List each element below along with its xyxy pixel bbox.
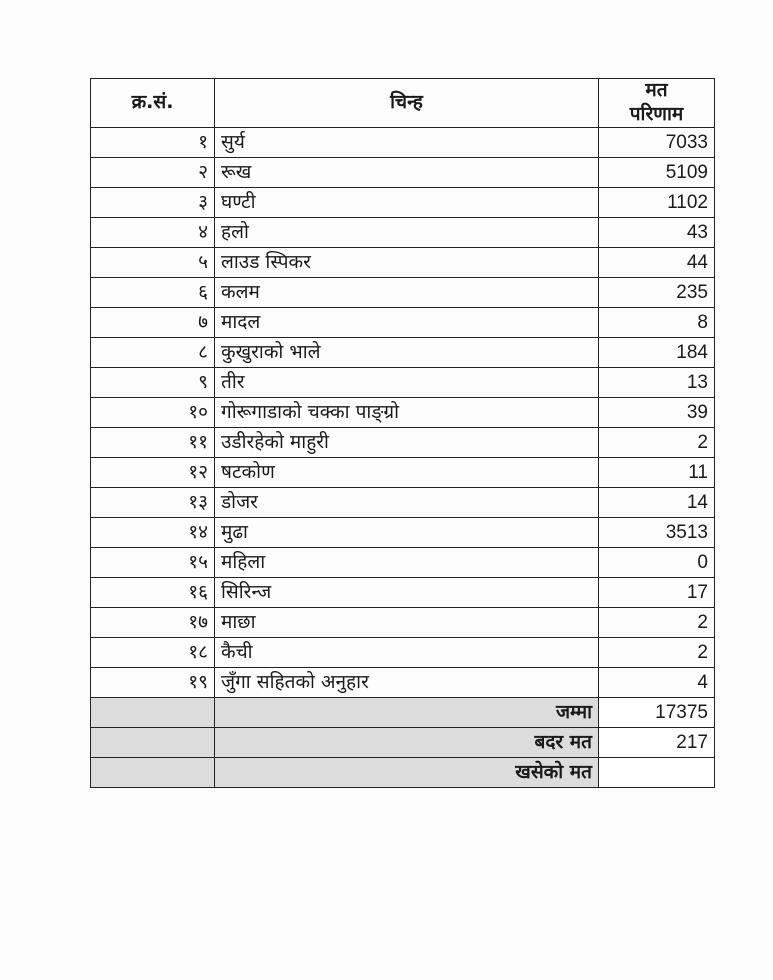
table-row <box>91 517 715 547</box>
serial-cell: २ <box>91 157 215 187</box>
votes-cell: 13 <box>599 367 715 397</box>
summary-row <box>91 697 715 727</box>
votes-cell: 43 <box>599 217 715 247</box>
symbol-cell: घण्टी <box>215 187 599 217</box>
table-row <box>91 277 715 307</box>
serial-cell: १८ <box>91 637 215 667</box>
symbol-cell: तीर <box>215 367 599 397</box>
serial-cell: १९ <box>91 667 215 697</box>
serial-cell: १५ <box>91 547 215 577</box>
votes-cell: 2 <box>599 427 715 457</box>
table-row <box>91 487 715 517</box>
summary-votes: 217 <box>599 727 715 757</box>
symbol-cell: माछा <box>215 607 599 637</box>
serial-cell: १३ <box>91 487 215 517</box>
header-symbol: चिन्ह <box>215 79 599 128</box>
votes-cell: 14 <box>599 487 715 517</box>
symbol-cell: कलम <box>215 277 599 307</box>
table-body <box>91 127 715 787</box>
symbol-cell: मुढा <box>215 517 599 547</box>
symbol-cell: रूख <box>215 157 599 187</box>
symbol-cell: सुर्य <box>215 127 599 157</box>
serial-cell: ३ <box>91 187 215 217</box>
summary-votes <box>599 757 715 787</box>
symbol-cell: उडीरहेको माहुरी <box>215 427 599 457</box>
summary-row <box>91 757 715 787</box>
table-row <box>91 457 715 487</box>
summary-blank-cell <box>91 727 215 757</box>
symbol-cell: हलो <box>215 217 599 247</box>
table-row <box>91 427 715 457</box>
table-row <box>91 607 715 637</box>
symbol-cell: जुँगा सहितको अनुहार <box>215 667 599 697</box>
table-row <box>91 247 715 277</box>
votes-cell: 0 <box>599 547 715 577</box>
votes-cell: 235 <box>599 277 715 307</box>
votes-cell: 17 <box>599 577 715 607</box>
serial-cell: ७ <box>91 307 215 337</box>
header-votes-line2: परिणाम <box>629 102 684 125</box>
summary-label: बदर मत <box>215 727 599 757</box>
table-row <box>91 157 715 187</box>
serial-cell: १४ <box>91 517 215 547</box>
symbol-cell: कुखुराको भाले <box>215 337 599 367</box>
serial-cell: १६ <box>91 577 215 607</box>
table-row <box>91 307 715 337</box>
table-row <box>91 187 715 217</box>
votes-cell: 2 <box>599 637 715 667</box>
symbol-cell: मादल <box>215 307 599 337</box>
table-row <box>91 547 715 577</box>
summary-label: खसेको मत <box>215 757 599 787</box>
table-row <box>91 337 715 367</box>
votes-cell: 3513 <box>599 517 715 547</box>
summary-row <box>91 727 715 757</box>
votes-cell: 8 <box>599 307 715 337</box>
table-row <box>91 367 715 397</box>
table-row <box>91 577 715 607</box>
symbol-cell: कैची <box>215 637 599 667</box>
votes-cell: 5109 <box>599 157 715 187</box>
header-votes <box>599 79 715 128</box>
serial-cell: १० <box>91 397 215 427</box>
serial-cell: ४ <box>91 217 215 247</box>
serial-cell: ८ <box>91 337 215 367</box>
table-row <box>91 637 715 667</box>
serial-cell: १७ <box>91 607 215 637</box>
table-row <box>91 127 715 157</box>
symbol-cell: षटकोण <box>215 457 599 487</box>
serial-cell: ९ <box>91 367 215 397</box>
symbol-cell: सिरिन्ज <box>215 577 599 607</box>
votes-cell: 2 <box>599 607 715 637</box>
symbol-cell: डोजर <box>215 487 599 517</box>
serial-cell: १२ <box>91 457 215 487</box>
summary-label: जम्मा <box>215 697 599 727</box>
symbol-cell: लाउड स्पिकर <box>215 247 599 277</box>
summary-blank-cell <box>91 757 215 787</box>
summary-blank-cell <box>91 697 215 727</box>
votes-cell: 1102 <box>599 187 715 217</box>
header-row <box>91 79 715 128</box>
votes-cell: 11 <box>599 457 715 487</box>
symbol-cell: महिला <box>215 547 599 577</box>
serial-cell: ६ <box>91 277 215 307</box>
serial-cell: ११ <box>91 427 215 457</box>
table-row <box>91 667 715 697</box>
header-serial: क्र.सं. <box>91 79 215 128</box>
votes-cell: 184 <box>599 337 715 367</box>
summary-votes: 17375 <box>599 697 715 727</box>
table-row <box>91 397 715 427</box>
serial-cell: १ <box>91 127 215 157</box>
votes-cell: 44 <box>599 247 715 277</box>
votes-cell: 4 <box>599 667 715 697</box>
table-row <box>91 217 715 247</box>
votes-cell: 39 <box>599 397 715 427</box>
serial-cell: ५ <box>91 247 215 277</box>
symbol-cell: गोरूगाडाको चक्का पाङ्ग्रो <box>215 397 599 427</box>
header-votes-line1: मत <box>645 79 668 101</box>
vote-result-table <box>90 78 715 788</box>
votes-cell: 7033 <box>599 127 715 157</box>
